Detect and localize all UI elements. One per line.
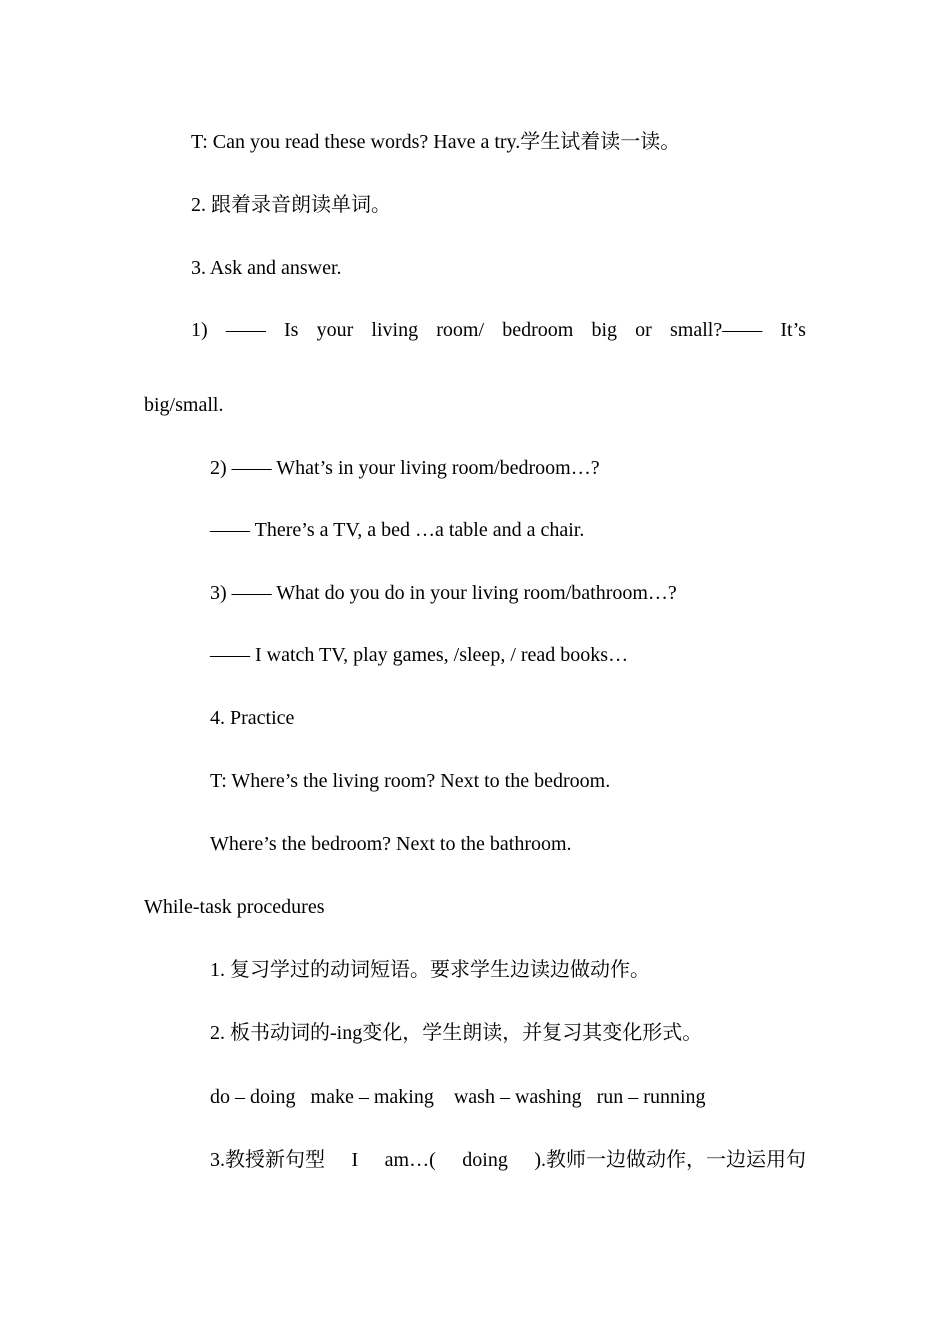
word: your [316, 319, 354, 341]
text-line-14: 1. 复习学过的动词短语。要求学生边读边做动作。 [210, 959, 650, 981]
word: bedroom [502, 319, 574, 341]
text-line-1: T: Can you read these words? Have a try.学生试着读一读。 [191, 131, 681, 153]
text-line-9: —— I watch TV, play games, /sleep, / read books… [210, 644, 629, 666]
text-line-11: T: Where’s the living room? Next to the bedroom. [210, 770, 611, 792]
word: 1) [191, 319, 208, 341]
text-line-15: 2. 板书动词的-ing变化，学生朗读，并复习其变化形式。 [210, 1022, 703, 1044]
word: ).教师一边做动作，一边运用句 [534, 1149, 806, 1171]
text-line-17 [210, 1148, 806, 1172]
text-line-4 [191, 318, 806, 342]
word: doing [462, 1149, 508, 1171]
text-line-2: 2. 跟着录音朗读单词。 [191, 194, 391, 216]
text-line-6: 2) —— What’s in your living room/bedroom…? [210, 457, 600, 479]
word: 3.教授新句型 [210, 1149, 325, 1171]
text-line-12: Where’s the bedroom? Next to the bathroom. [210, 833, 572, 855]
word: am…( [384, 1149, 436, 1171]
text-line-8: 3) —— What do you do in your living room/bathroom…? [210, 582, 677, 604]
word: room/ [436, 319, 485, 341]
section-heading: While-task procedures [144, 896, 325, 918]
word: small?—— [669, 319, 763, 341]
word: big [591, 319, 617, 341]
text-line-16: do – doing make – making wash – washing run – running [210, 1086, 706, 1108]
word: I [351, 1149, 359, 1171]
word: or [635, 319, 652, 341]
word: Is [283, 319, 299, 341]
text-line-7: —— There’s a TV, a bed …a table and a chair. [210, 519, 585, 541]
text-line-3: 3. Ask and answer. [191, 257, 342, 279]
word: It’s [780, 319, 806, 341]
word: —— [225, 319, 266, 341]
text-line-10: 4. Practice [210, 707, 295, 729]
word: living [371, 319, 419, 341]
text-line-5: big/small. [144, 394, 224, 416]
